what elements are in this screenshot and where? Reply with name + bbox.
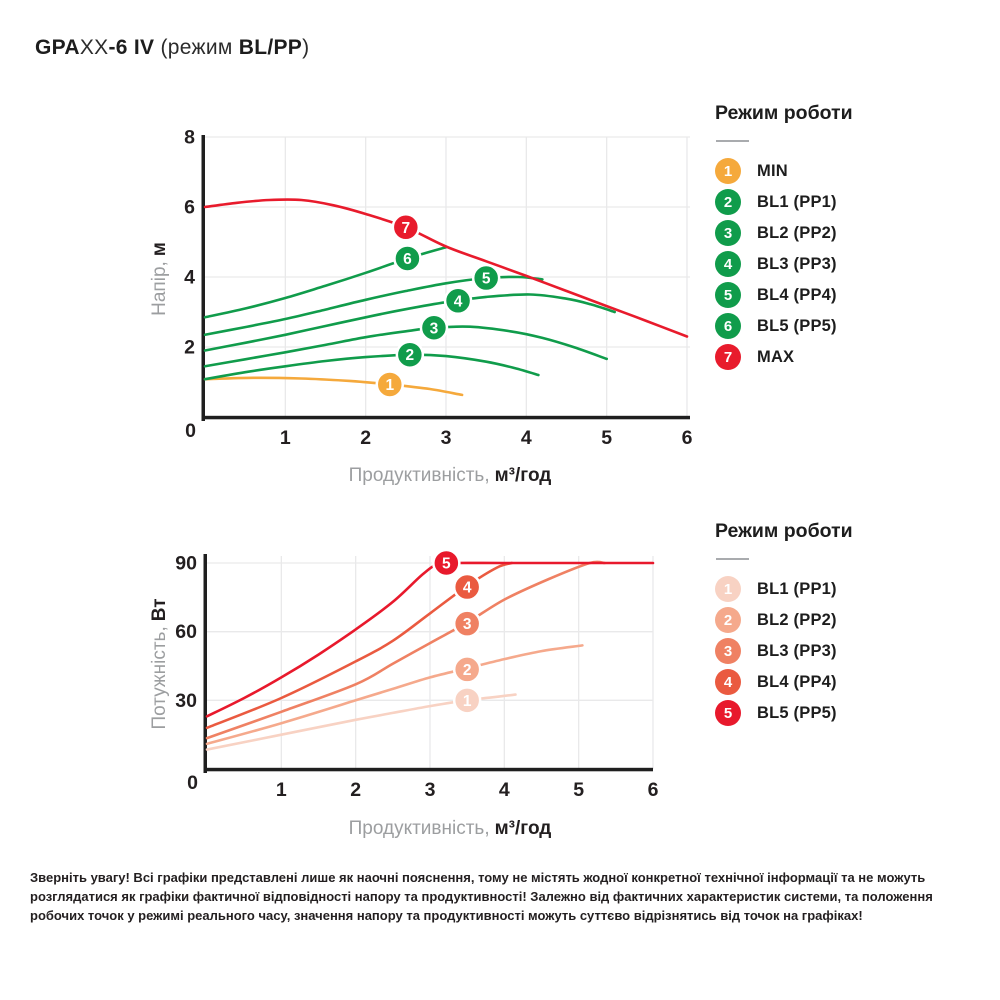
legend-item — [715, 669, 985, 695]
curve-marker-number: 2 — [405, 347, 415, 365]
x-tick-label: 4 — [520, 427, 532, 449]
power-x-axis-title — [250, 818, 650, 840]
head-y-axis-title — [149, 159, 171, 399]
x-tick-label: 6 — [681, 427, 693, 449]
legend-items — [715, 576, 985, 726]
legend-underline — [716, 140, 749, 142]
curve-marker-number: 5 — [442, 555, 451, 573]
mode-label: BL2 (PP2) — [757, 610, 837, 629]
curve-marker-number: 3 — [429, 320, 439, 338]
curve-marker-number: 6 — [403, 250, 412, 268]
legend-item — [715, 344, 985, 370]
mode-number-badge: 4 — [715, 251, 741, 277]
legend-power-modes — [715, 520, 985, 731]
legend-item — [715, 607, 985, 633]
legend-item — [715, 220, 985, 246]
x-tick-label: 6 — [647, 779, 659, 801]
legend-item — [715, 158, 985, 184]
legend-item — [715, 576, 985, 602]
mode-label: BL5 (PP5) — [757, 703, 837, 722]
y-tick-label: 30 — [175, 689, 197, 712]
curve-marker-number: 7 — [401, 219, 411, 237]
mode-label: BL5 (PP5) — [757, 316, 837, 335]
x-tick-label: 4 — [498, 779, 510, 801]
mode-label: BL1 (PP1) — [757, 579, 837, 598]
curve-marker-number: 3 — [462, 616, 472, 634]
title-mode-close: ) — [302, 36, 310, 59]
y-tick-label: 60 — [175, 621, 197, 644]
x-tick-label: 5 — [573, 779, 585, 801]
head-x-axis-title-text: Продуктивність, — [348, 465, 490, 486]
x-tick-label: 3 — [440, 427, 452, 449]
mode-number-badge: 6 — [715, 313, 741, 339]
legend-item — [715, 313, 985, 339]
title-model-suffix: -6 IV — [108, 36, 155, 59]
head-x-axis-title — [250, 465, 650, 487]
legend-head-modes — [715, 102, 985, 375]
curve-marker-number: 2 — [462, 661, 472, 679]
y-axis-line — [204, 554, 208, 773]
legend-item — [715, 282, 985, 308]
power-y-axis-title-text: Потужність, — [149, 626, 170, 730]
title-mode-bold: BL/PP — [238, 36, 303, 59]
y-tick-label: 8 — [184, 126, 195, 149]
x-tick-label: 0 — [185, 420, 196, 442]
legend-title: Режим роботи — [715, 520, 853, 542]
y-tick-label: 90 — [175, 552, 197, 575]
x-tick-label: 2 — [350, 779, 362, 801]
mode-number-badge: 2 — [715, 189, 741, 215]
title-model-bold: GPA — [35, 36, 80, 59]
head-y-axis-unit: м — [149, 242, 170, 257]
y-tick-label: 2 — [184, 336, 195, 359]
curve-MIN — [205, 378, 462, 395]
curve-marker-number: 4 — [462, 579, 472, 597]
mode-label: MAX — [757, 347, 795, 366]
x-tick-label: 2 — [360, 427, 372, 449]
mode-number-badge: 5 — [715, 282, 741, 308]
mode-number-badge: 4 — [715, 669, 741, 695]
legend-title: Режим роботи — [715, 102, 853, 124]
mode-number-badge: 7 — [715, 344, 741, 370]
power-y-axis-title — [149, 544, 171, 784]
mode-number-badge: 5 — [715, 700, 741, 726]
title-mode-open: (режим — [154, 36, 239, 59]
title-model-size: XX — [79, 36, 109, 59]
mode-number-badge: 1 — [715, 158, 741, 184]
curve-marker-number: 5 — [481, 270, 491, 288]
x-axis-line — [202, 416, 691, 420]
mode-label: BL3 (PP3) — [757, 254, 837, 273]
curve-marker-number: 4 — [453, 293, 463, 311]
head-x-axis-unit: м³/год — [494, 465, 552, 486]
mode-label: BL1 (PP1) — [757, 192, 837, 211]
x-tick-label: 5 — [601, 427, 613, 449]
legend-underline — [716, 558, 749, 560]
y-tick-label: 6 — [184, 196, 195, 219]
legend-item — [715, 189, 985, 215]
mode-number-badge: 3 — [715, 638, 741, 664]
mode-label: MIN — [757, 161, 788, 180]
x-axis-line — [204, 768, 654, 772]
chart-power-vs-flow — [175, 550, 658, 801]
curve-BL2 (PP2) — [207, 645, 582, 743]
power-x-axis-title-text: Продуктивність, — [348, 818, 490, 839]
legend-item — [715, 638, 985, 664]
x-tick-label: 0 — [187, 772, 198, 794]
disclaimer-note: Зверніть увагу! Всі графіки представлені лише як наочні пояснення, тому не містять жодної конкретної технічної інформації та не можуть розглядатися як графіки фактичної відповідності напору та продуктивності! Залежно від фактичних характеристик системи, та положення робочих точок у режимі реального часу, значення напору та продуктивності можуть суттєво відрізнятись від точок на графіках! — [30, 870, 933, 924]
y-tick-label: 4 — [184, 266, 195, 289]
mode-number-badge: 1 — [715, 576, 741, 602]
legend-item — [715, 700, 985, 726]
legend-item — [715, 251, 985, 277]
chart-head-vs-flow — [184, 127, 692, 450]
mode-label: BL4 (PP4) — [757, 672, 837, 691]
x-tick-label: 3 — [424, 779, 436, 801]
power-y-axis-unit: Вт — [149, 598, 170, 622]
mode-number-badge: 2 — [715, 607, 741, 633]
mode-label: BL4 (PP4) — [757, 285, 837, 304]
x-tick-label: 1 — [275, 779, 287, 801]
mode-label: BL3 (PP3) — [757, 641, 837, 660]
head-y-axis-title-text: Напір, — [149, 261, 170, 316]
mode-number-badge: 3 — [715, 220, 741, 246]
x-tick-label: 1 — [279, 427, 291, 449]
legend-items — [715, 158, 985, 370]
mode-label: BL2 (PP2) — [757, 223, 837, 242]
power-x-axis-unit: м³/год — [494, 818, 552, 839]
curve-marker-number: 1 — [385, 376, 395, 394]
curve-marker-number: 1 — [462, 692, 472, 710]
